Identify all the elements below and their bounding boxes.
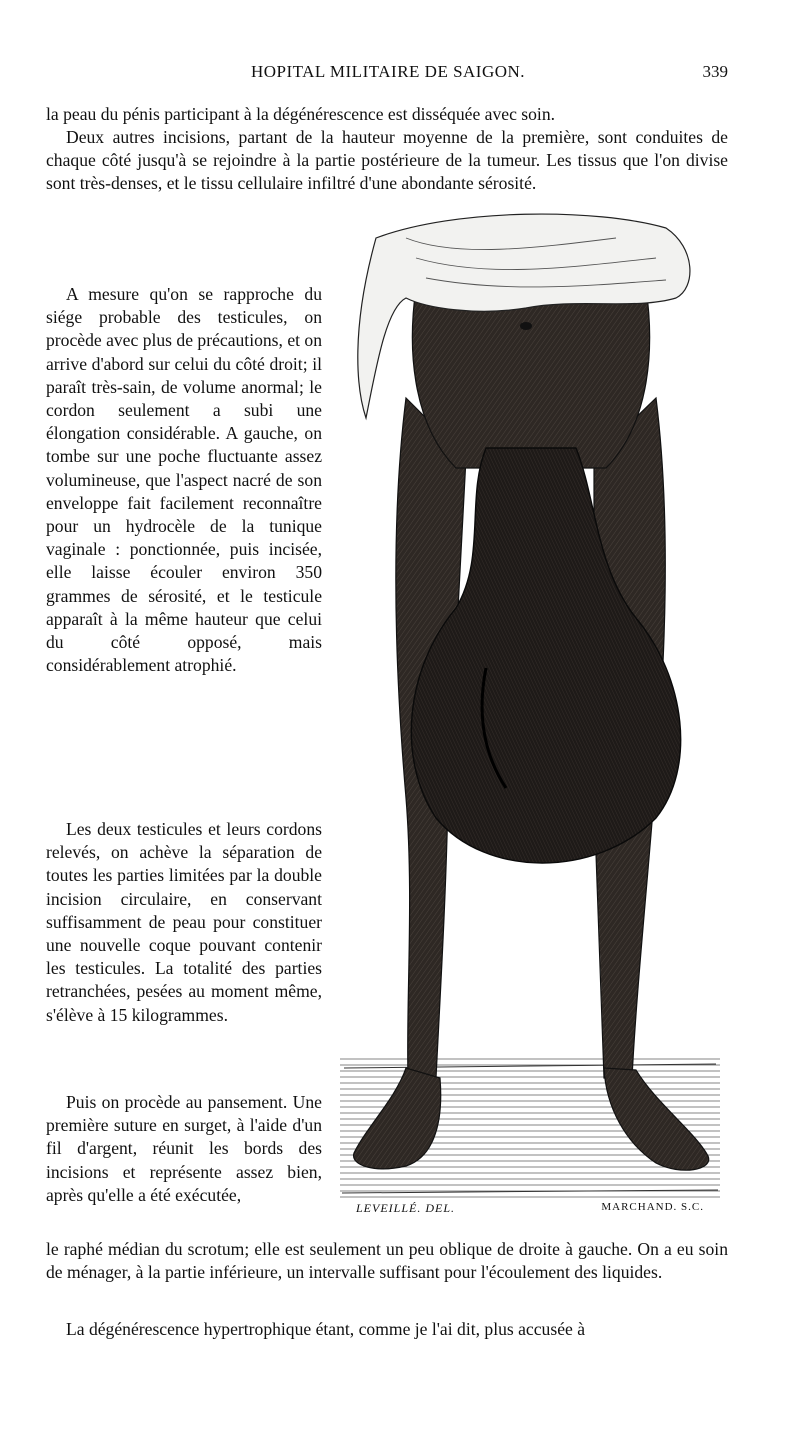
paragraph-1: la peau du pénis participant à la dégénérescence est disséquée avec soin. xyxy=(46,104,556,124)
engraving-illustration xyxy=(336,198,728,1230)
page-number: 339 xyxy=(702,62,728,81)
engraver-signature: MARCHAND. S.C. xyxy=(601,1201,704,1213)
paragraph-3: A mesure qu'on se rapproche du siége probable des testicules, on procède avec plus de précautions, et on arrive d'abord sur celui du côté droit; il paraît très-sain, de volume anormal; le cordon seulement a subi une élongation considérable. A gauche, on tombe sur une poche fluctuante assez volumineuse, que l'aspect nacré de son enveloppe fait facilement reconnaître pour un hydrocèle de la tunique vaginale : ponctionnée, puis incisée, elle laisse écouler environ 350 grammes de sérosité, et le testicule apparaît à la même hauteur que celui du côté opposé, mais considérablement atrophié. xyxy=(46,284,323,676)
artist-signature: LEVEILLÉ. DEL. xyxy=(356,1201,456,1215)
paragraph-4: Les deux testicules et leurs cordons relevés, on achève la séparation de toutes les parties limitées par la double incision circulaire, en conservant suffisamment de peau pour constituer une nouvelle coque pouvant contenir les testicules. La totalité des parties retranchées, pesées au moment même, s'élève à 15 kilogrammes. xyxy=(46,819,322,1025)
engraving-figure xyxy=(336,198,728,1230)
abdomen xyxy=(412,288,649,468)
paragraph-7: La dégénérescence hypertrophique étant, comme je l'ai dit, plus accusée à xyxy=(66,1319,586,1339)
navel xyxy=(520,322,532,330)
running-head xyxy=(48,60,728,84)
paragraph-6: le raphé médian du scrotum; elle est seulement un peu oblique de droite à gauche. On a eu soin de ménager, à la partie inférieure, un intervalle suffisant pour l'écoulement des liquides. xyxy=(46,1239,728,1283)
paragraph-2: Deux autres incisions, partant de la hauteur moyenne de la première, sont conduites de chaque côté jusqu'à se rejoindre à la partie postérieure de la tumeur. Les tissus que l'on divise sont très-denses, et le tissu cellulaire infiltré d'une abondante sérosité. xyxy=(46,127,728,194)
paragraph-5: Puis on procède au pansement. Une première suture en surget, à l'aide d'un fil d'argent, réunit les bords des incisions et représente assez bien, après qu'elle a été exécutée, xyxy=(46,1092,322,1205)
running-head-title: HOPITAL MILITAIRE DE SAIGON. xyxy=(250,62,526,81)
